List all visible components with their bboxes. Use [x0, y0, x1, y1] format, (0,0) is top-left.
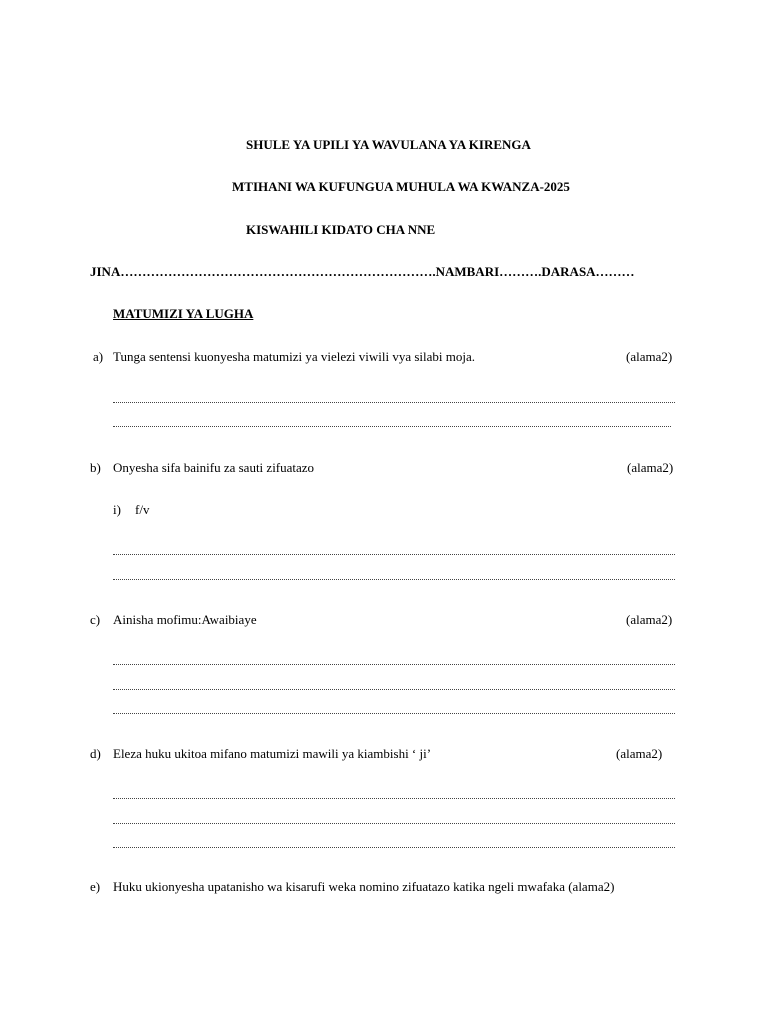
question-text: Eleza huku ukitoa mifano matumizi mawili ya kiambishi ‘ ji’ [113, 746, 432, 761]
answer-line[interactable] [113, 579, 675, 580]
question-text: Onyesha sifa bainifu za sauti zifuatazo [113, 460, 315, 475]
question-label: c) [90, 612, 101, 627]
question-marks: (alama2) [627, 460, 674, 475]
subject-title: KISWAHILI KIDATO CHA NNE [246, 222, 436, 237]
student-details-line: JINA……………………………………………………………….NAMBARI……….DARASA……… [90, 264, 635, 279]
answer-line[interactable] [113, 713, 675, 714]
answer-line[interactable] [113, 689, 675, 690]
question-label: e) [90, 879, 101, 894]
question-text: Ainisha mofimu:Awaibiaye [113, 612, 257, 627]
answer-line[interactable] [113, 847, 675, 848]
sub-question-label: i) [113, 502, 121, 517]
question-text: Huku ukionyesha upatanisho wa kisarufi weka nomino zifuatazo katika ngeli mwafaka (alama2) [113, 879, 615, 894]
question-marks: (alama2) [616, 746, 663, 761]
answer-line[interactable] [113, 554, 675, 555]
sub-question-text: f/v [135, 502, 150, 517]
exam-title: MTIHANI WA KUFUNGUA MUHULA WA KWANZA-2025 [232, 179, 570, 194]
answer-line[interactable] [113, 798, 675, 799]
question-label: a) [93, 349, 104, 364]
question-text: Tunga sentensi kuonyesha matumizi ya vielezi viwili vya silabi moja. [113, 349, 476, 364]
question-label: b) [90, 460, 101, 475]
answer-line[interactable] [113, 823, 675, 824]
question-label: d) [90, 746, 101, 761]
answer-line[interactable] [113, 402, 675, 403]
answer-line[interactable] [113, 664, 675, 665]
school-name: SHULE YA UPILI YA WAVULANA YA KIRENGA [246, 137, 531, 152]
question-marks: (alama2) [626, 349, 673, 364]
question-marks: (alama2) [626, 612, 673, 627]
answer-line[interactable] [113, 426, 671, 427]
section-title: MATUMIZI YA LUGHA [113, 306, 254, 321]
